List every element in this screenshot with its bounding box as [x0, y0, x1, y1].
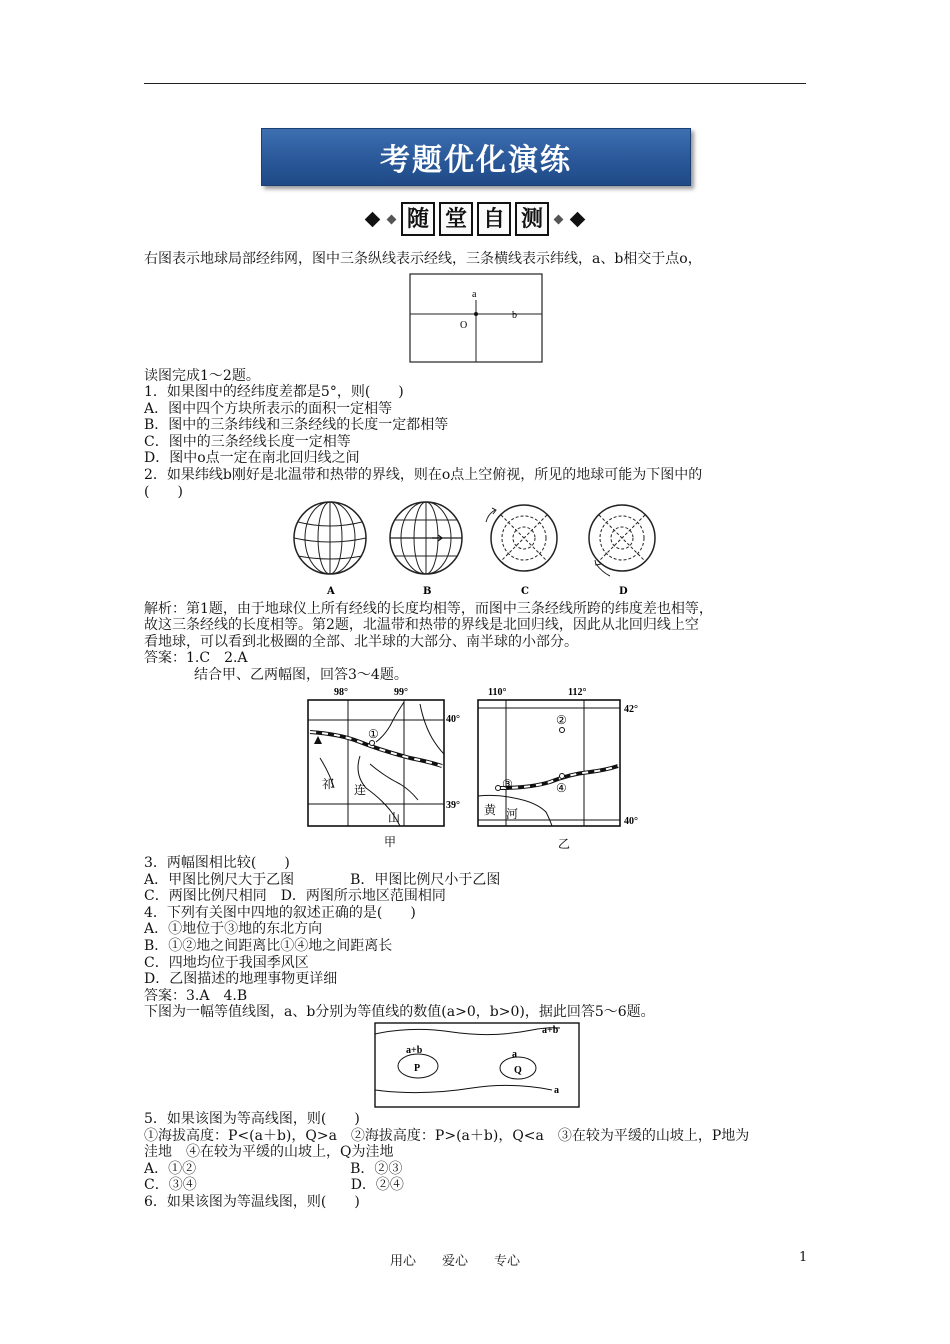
text-line: 6．如果该图为等温线图，则( ) [144, 1194, 360, 1210]
jia-lon1: 98° [334, 687, 348, 698]
label-ab-p: a+b [406, 1045, 423, 1056]
label-a-bottom: a [554, 1085, 559, 1096]
globe-label: B [423, 586, 432, 597]
globe-label: C [521, 586, 529, 597]
globe-b [390, 502, 462, 597]
yi-lat-top: 42° [624, 704, 638, 715]
jia-caption: 甲 [384, 835, 397, 849]
text-line: 下图为一幅等值线图，a、b分别为等值线的数值(a>0，b>0)，据此回答5～6题。 [144, 1004, 655, 1020]
label-p: P [414, 1063, 421, 1074]
graticule-figure [408, 272, 544, 364]
label-b: b [512, 310, 517, 321]
globes-figure [290, 498, 670, 598]
globe-d [589, 505, 655, 597]
label-a-q: a [512, 1049, 517, 1060]
yi-lat-bottom: 40° [624, 816, 638, 827]
diamond-icon [365, 211, 381, 227]
text-line: D．乙图描述的地理事物更详细 [144, 971, 338, 987]
text-line: 读图完成1～2题。 [144, 368, 260, 384]
text-line: 答案：3.A 4.B [144, 988, 248, 1004]
yi-place1: 黄 [484, 803, 497, 817]
jia-lat-top: 40° [446, 714, 460, 725]
text-line: A．图中四个方块所表示的面积一定相等 [144, 401, 393, 417]
globe-a [294, 502, 366, 597]
yi-mark3: ③ [502, 777, 513, 791]
text-line: 答案：1.C 2.A [144, 650, 248, 666]
yi-caption: 乙 [558, 837, 571, 851]
text-line: 看地球，可以看到北极圈的全部、北半球的大部分、南半球的小部分。 [144, 634, 578, 650]
jia-lat-bottom: 39° [446, 800, 460, 811]
text-line: 右图表示地球局部经纬网，图中三条纵线表示经线，三条横线表示纬线，a、b相交于点o， [144, 251, 702, 267]
text-line: C．③④ D．②④ [144, 1177, 404, 1193]
page-number: 1 [799, 1250, 808, 1265]
yi-lon2: 112° [568, 687, 587, 698]
text-line: A．①地位于③地的东北方向 [144, 921, 323, 937]
yi-mark4: ④ [556, 781, 567, 795]
text-line: 洼地 ④在较为平缓的山坡上，Q为洼地 [144, 1144, 394, 1160]
jia-place1: 祁 [322, 777, 335, 791]
jia-mark1: ① [368, 727, 379, 741]
diamond-icon [554, 214, 564, 224]
globe-c [486, 505, 557, 597]
text-line: 4．下列有关图中四地的叙述正确的是( ) [144, 905, 416, 921]
subhead-char: 随 [401, 202, 435, 236]
globe-label: D [619, 586, 628, 597]
section-banner [261, 128, 691, 186]
jia-place3: 山 [388, 811, 401, 825]
text-line: ①海拔高度：P<(a＋b)，Q>a ②海拔高度：P>(a＋b)，Q<a ③在较为平缓的山坡上，P地为 [144, 1128, 750, 1144]
text-line: D．图中o点一定在南北回归线之间 [144, 450, 360, 466]
text-line: ( ) [144, 484, 183, 500]
globe-label: A [327, 586, 335, 597]
subhead-char: 测 [515, 202, 549, 236]
text-line: B．①②地之间距离比①④地之间距离长 [144, 938, 393, 954]
yi-lon1: 110° [488, 687, 507, 698]
maps-figure [300, 684, 660, 854]
yi-place2: 河 [506, 807, 519, 821]
jia-place2: 连 [354, 783, 367, 797]
isoline-figure [372, 1020, 582, 1110]
text-line: A．①② B．②③ [144, 1161, 403, 1177]
text-line: C．图中的三条经线长度一定相等 [144, 434, 351, 450]
text-line: C．四地均位于我国季风区 [144, 955, 309, 971]
text-line: 1．如果图中的经纬度差都是5°，则( ) [144, 384, 404, 400]
label-o: O [460, 320, 468, 331]
text-line: 3．两幅图相比较( ) [144, 855, 290, 871]
header-rule [144, 83, 806, 84]
diamond-icon [570, 211, 586, 227]
text-line: 2．如果纬线b刚好是北温带和热带的界线，则在o点上空俯视，所见的地球可能为下图中的 [144, 467, 703, 483]
subhead-char: 自 [477, 202, 511, 236]
label-a: a [472, 289, 477, 300]
text-line: 结合甲、乙两幅图，回答3～4题。 [194, 667, 408, 683]
text-line: 故这三条经线的长度相等。第2题，北温带和热带的界线是北回归线，因此从北回归线上空 [144, 617, 699, 633]
label-ab-top: a+b [542, 1025, 559, 1036]
text-line: C．两图比例尺相同 D．两图所示地区范围相同 [144, 888, 446, 904]
diamond-icon [387, 214, 397, 224]
text-line: 解析：第1题，由于地球仪上所有经线的长度均相等，而图中三条经线所跨的纬度差也相等， [144, 601, 713, 617]
yi-mark2: ② [556, 713, 567, 727]
subhead-char: 堂 [439, 202, 473, 236]
text-line: A．甲图比例尺大于乙图 B．甲图比例尺小于乙图 [144, 872, 501, 888]
jia-lon2: 99° [394, 687, 408, 698]
page-footer: 用心 爱心 专心 [390, 1254, 521, 1269]
subheading [348, 202, 602, 236]
label-q: Q [514, 1065, 522, 1076]
text-line: B．图中的三条纬线和三条经线的长度一定都相等 [144, 417, 449, 433]
text-line: 5．如果该图为等高线图，则( ) [144, 1111, 360, 1127]
banner-title: 考题优化演练 [380, 143, 572, 178]
